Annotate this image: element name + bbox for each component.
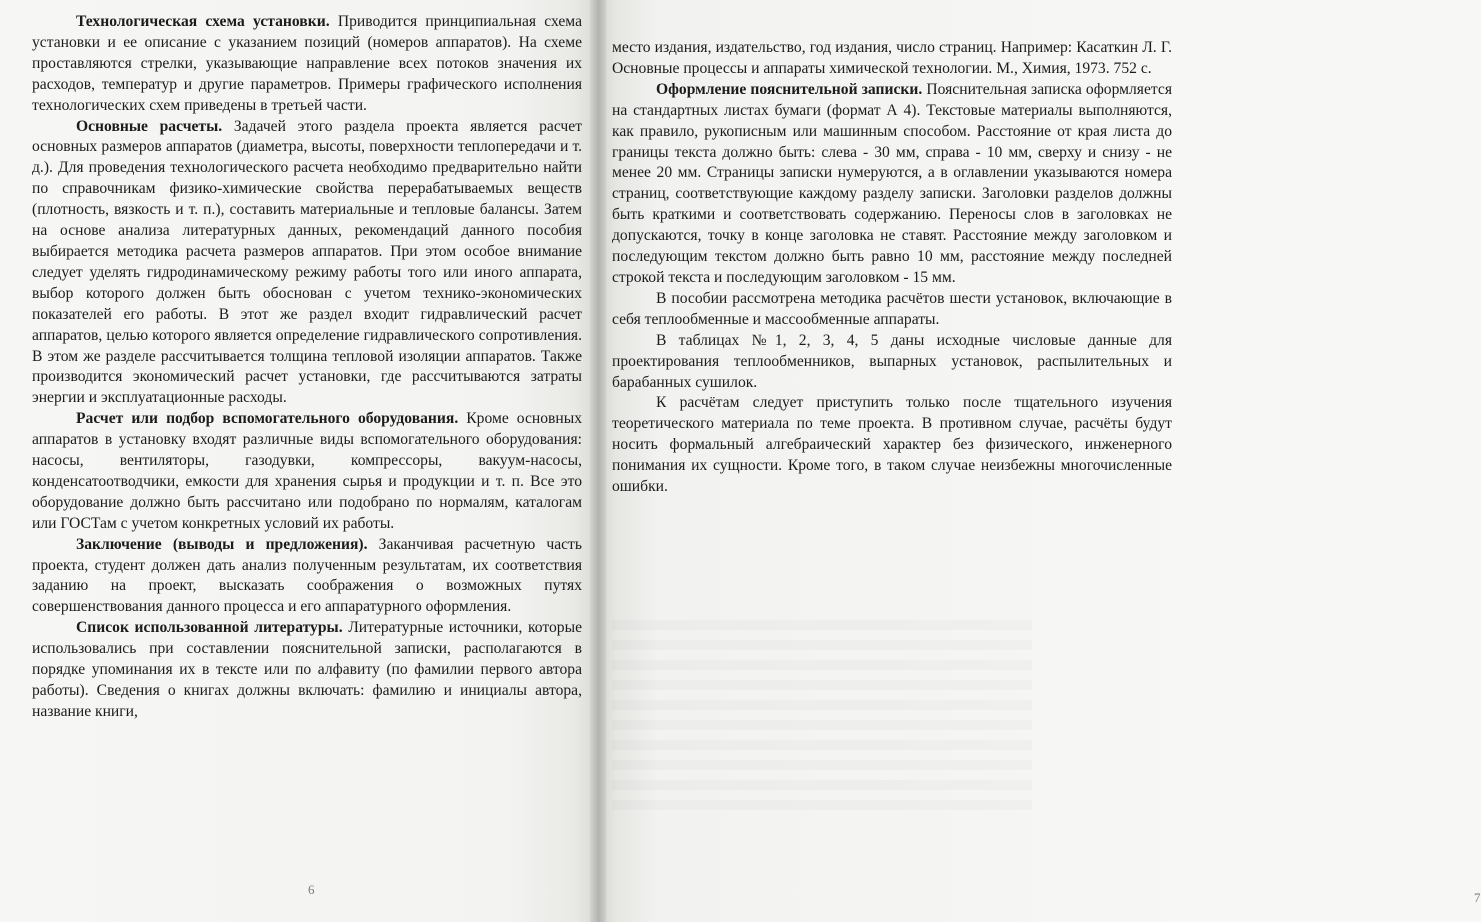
left-page-text (32, 12, 582, 723)
paragraph-text: К расчётам следует приступить только после тщательного изучения теоретического материала по теме проекта. В противном случае, расчёты будут носить формальный алгебраический характер без физического, инженерного понимания их сущности. Кроме того, в таком случае неизбежны многочисленные ошибки. (612, 394, 1172, 496)
left-page (0, 0, 598, 922)
paragraph-text: место издания, издательство, год издания, число страниц. Например: Касаткин Л. Г. Основные процессы и аппараты химической технологии. М., Химия, 1973. 752 с. (612, 39, 1172, 77)
paragraph-text: Заканчивая расчетную часть проекта, студент должен дать анализ полученным результатам, их соответствия заданию на проект, высказать соображения о возможных путях совершенствования данного процесса и его аппаратурного оформления. (32, 535, 582, 616)
heading-technological-scheme: Технологическая схема установки. (76, 13, 330, 30)
paragraph-main-calculations (32, 117, 582, 410)
bleed-through-shadow (612, 610, 1032, 820)
right-page-text (612, 38, 1172, 498)
paragraph-text: Задачей этого раздела проекта является расчет основных размеров аппаратов (диаметра, высоты, поверхности теплопередачи и т. д.). Для проведения технологического расчета необходимо предварительно найти по справочникам физико-химические свойства перерабатываемых веществ (плотность, вязкость и т. п.), составить материальные и тепловые балансы. Затем на основе анализа литературных данных, рекомендаций данного пособия выбирается методика расчета размеров аппаратов. При этом особое внимание следует уделять гидродинамическому режиму работы того или иного аппарата, выбор которого должен быть обоснован с учетом технико-экономических показателей его работы. В этот же раздел входит гидравлический расчет аппаратов, целью которого является определение гидравлического сопротивления. В этом же разделе рассчитывается толщина тепловой изоляции аппаратов. Также производится экономический расчет установки, где рассчитываются затраты энергии и эксплуатационные расходы. (32, 117, 583, 407)
heading-conclusion: Заключение (выводы и предложения). (76, 535, 368, 553)
heading-note-formatting: Оформление пояснительной записки. (656, 80, 923, 98)
paragraph-text: Литературные источники, которые использовались при составлении пояснительной записки, располагаются в порядке упоминания их в тексте или по алфавиту (по фамилии первого автора работы). Сведения о книгах должны включать: фамилию и инициалы автора, название книги, (32, 619, 582, 720)
paragraph-conclusion (32, 535, 582, 619)
paragraph-citation-continued (612, 38, 1172, 80)
page-number-right: 7 (1474, 890, 1481, 905)
paragraph-auxiliary-equipment (32, 409, 582, 534)
paragraph-advice (612, 393, 1172, 498)
paragraph-methodology (612, 289, 1172, 331)
paragraph-technological-scheme (32, 12, 582, 117)
paragraph-text: Кроме основных аппаратов в установку входят различные виды вспомогательного оборудования: насосы, вентиляторы, газодувки, компрессоры, вакуум-насосы, конденсатоотводчики, емкости для хранения сырья и продукции и т. п. Все это оборудование должно быть рассчитано или подобрано по нормалям, каталогам или ГОСТам с учетом конкретных условий их работы. (32, 410, 582, 532)
paragraph-references (32, 618, 582, 723)
page-number-left: 6 (308, 882, 315, 897)
paragraph-tables (612, 331, 1172, 394)
paragraph-text: Приводится принципиальная схема установки и ее описание с указанием позиций (номеров аппаратов). На схеме проставляются стрелки, указывающие направление всех потоков значения их расходов, температур и другие параметров. Примеры графического исполнения технологических схем приведены в третьей части. (32, 13, 582, 114)
paragraph-text: Пояснительная записка оформляется на стандартных листах бумаги (формат А 4). Текстовые материалы выполняются, как правило, рукописным или машинным способом. Расстояние от края листа до границы текста должно быть: слева - 30 мм, справа - 10 мм, сверху и снизу - не менее 20 мм. Страницы записки нумеруются, а в оглавлении указываются номера страниц, соответствующие каждому разделу записки. Заголовки разделов должны быть краткими и соответствовать содержанию. Переносы слов в заголовках не допускаются, точку в конце заголовка не ставят. Расстояние между заголовком и последующим текстом должно быть равно 10 мм, расстояние между последней строкой текста и последующим заголовком - 15 мм. (612, 80, 1172, 286)
heading-references: Список использованной литературы. (76, 619, 343, 637)
heading-main-calculations: Основные расчеты. (76, 117, 223, 135)
paragraph-note-formatting (612, 80, 1172, 289)
heading-auxiliary-equipment: Расчет или подбор вспомогательного оборудования. (76, 410, 459, 428)
paragraph-text: В таблицах №1, 2, 3, 4, 5 даны исходные числовые данные для проектирования теплообменников, выпарных установок, распылительных и барабанных сушилок. (612, 331, 1172, 391)
book-gutter (590, 0, 606, 922)
paragraph-text: В пособии рассмотрена методика расчётов шести установок, включающие в себя теплообменные и массообменные аппараты. (612, 289, 1172, 328)
